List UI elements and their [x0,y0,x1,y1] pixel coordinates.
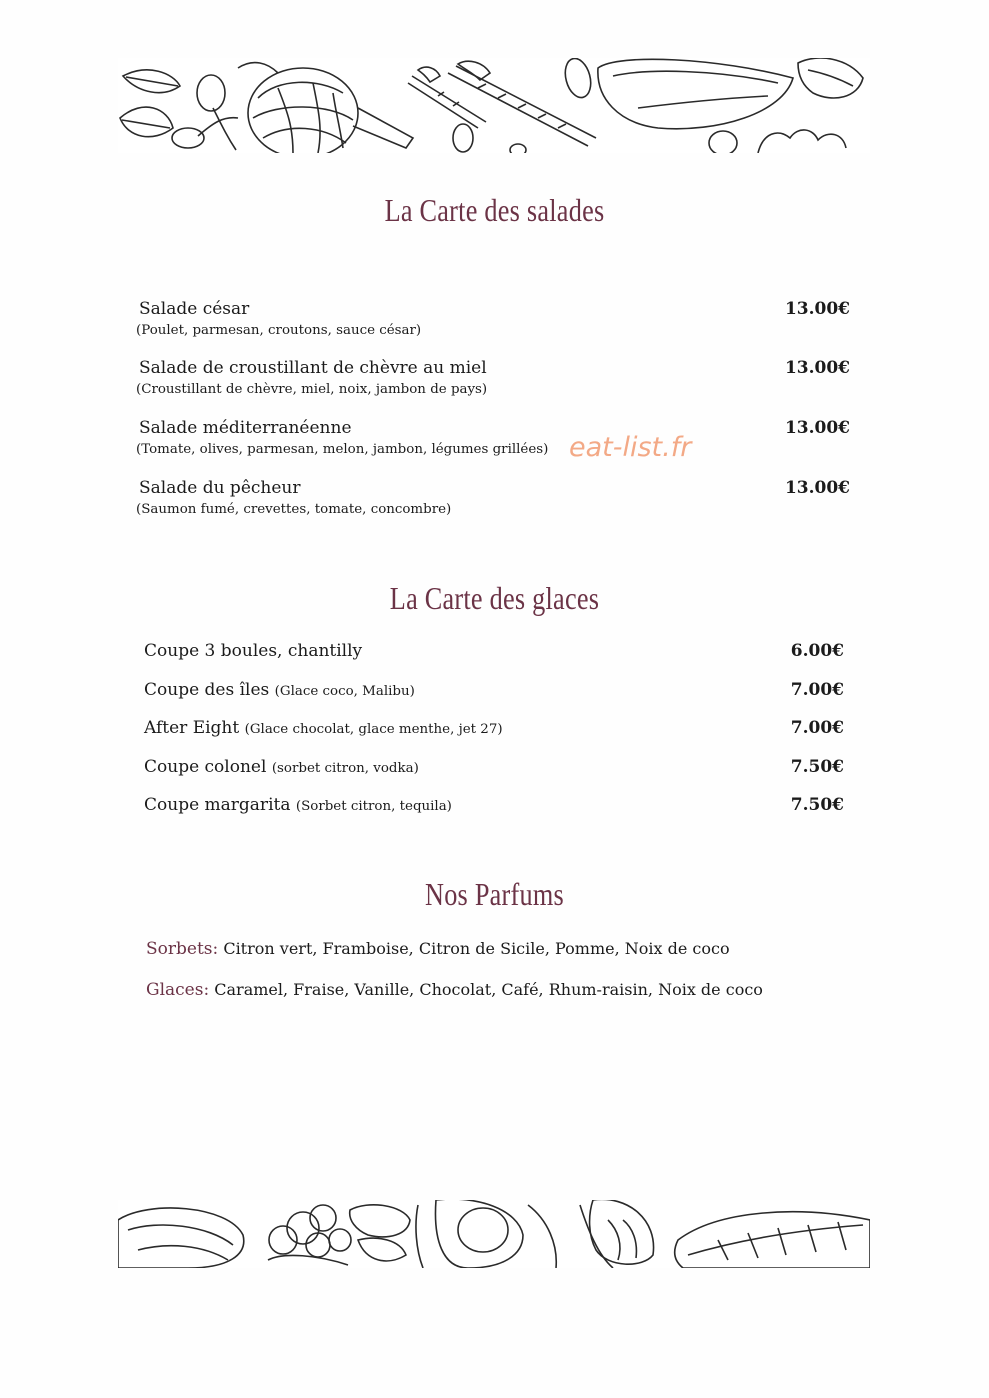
glaces-values: Caramel, Fraise, Vanille, Chocolat, Café, Rhum-raisin, Noix de coco [209,980,763,999]
menu-item [136,478,852,530]
item-price: 13.00€ [784,418,850,438]
fig-icon [580,1200,654,1268]
menu-item [136,299,852,351]
glaces-label: Glaces: [146,980,210,1000]
item-description: (Sorbet citron, tequila) [295,799,452,814]
item-price: 7.00€ [790,718,844,738]
lettuce-icon [758,58,863,153]
item-description: (sorbet citron, vodka) [271,761,419,776]
item-name: Coupe margarita [144,795,296,815]
item-name: Salade méditerranéenne [139,418,352,438]
section-title-parfums: Nos Parfums [424,876,565,912]
item-price: 13.00€ [784,478,850,498]
avocado-half-icon [416,1200,556,1268]
menu-item [136,418,852,470]
sorbets-label: Sorbets: [146,939,219,959]
section-title-salades: La Carte des salades [384,192,605,228]
avocado-icon [598,59,793,128]
item-description: (Glace coco, Malibu) [274,684,415,699]
item-description: (Poulet, parmesan, croutons, sauce césar) [136,323,422,338]
menu-item [144,795,844,819]
menu-item [144,680,844,704]
item-description: (Glace chocolat, glace menthe, jet 27) [244,722,503,737]
item-price: 13.00€ [784,358,850,378]
leaf-icon [120,70,238,150]
item-price: 13.00€ [784,299,850,319]
watermark-text: eat-list.fr [569,432,692,463]
sorbets-values: Citron vert, Framboise, Citron de Sicile, Pomme, Noix de coco [218,939,730,958]
item-price: 7.00€ [790,680,844,700]
section-title-glaces: La Carte des glaces [389,580,600,616]
asparagus-icon [408,61,596,146]
glaces-line [146,980,763,1000]
item-name: Salade césar [139,299,250,319]
sorbets-line [146,939,730,959]
cauliflower-icon [268,1205,351,1265]
menu-item [136,358,852,410]
item-description: (Croustillant de chèvre, miel, noix, jambon de pays) [136,382,488,397]
item-name: Coupe des îles [144,680,275,700]
menu-item [144,757,844,781]
item-description: (Tomate, olives, parmesan, melon, jambon, légumes grillées) [136,442,549,457]
item-name: Salade du pêcheur [139,478,301,498]
item-name: Salade de croustillant de chèvre au miel [139,358,487,378]
menu-item [144,641,844,665]
artichoke-icon [238,63,413,153]
menu-item [144,718,844,742]
bottom-vegetable-banner [118,1200,870,1268]
spinach-icon [675,1212,870,1268]
top-vegetable-banner [118,58,870,153]
item-name: After Eight [144,718,245,738]
item-name: Coupe colonel [144,757,272,777]
item-price: 6.00€ [790,641,844,661]
item-price: 7.50€ [790,795,844,815]
item-price: 7.50€ [790,757,844,777]
item-name: Coupe 3 boules, chantilly [144,641,363,661]
garlic-icon [350,1205,410,1261]
item-description: (Saumon fumé, crevettes, tomate, concombre) [136,502,452,517]
avocado-icon [118,1208,244,1268]
